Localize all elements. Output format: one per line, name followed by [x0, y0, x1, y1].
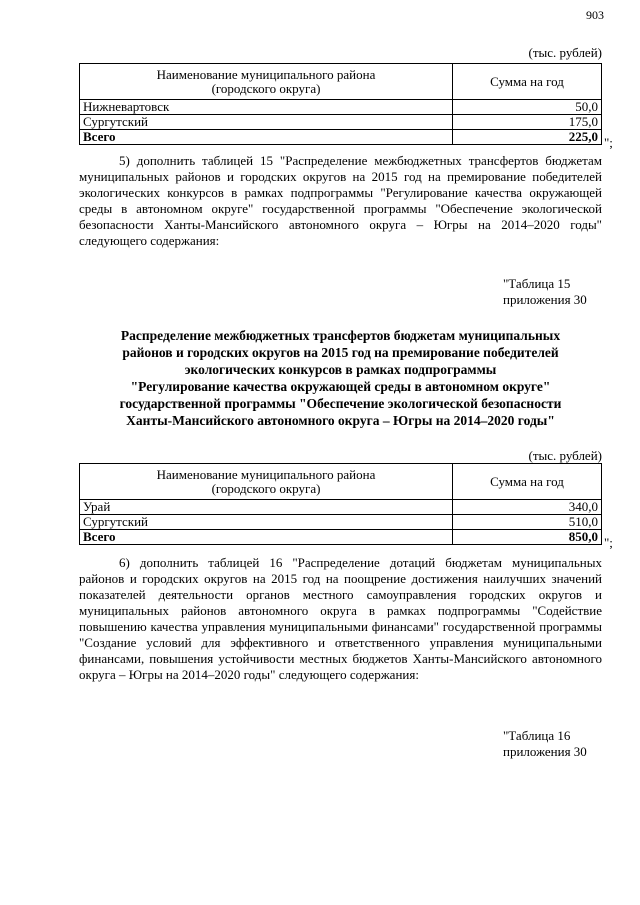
municipal-table-2 [79, 463, 602, 545]
heading-line: государственной программы "Обеспечение экологической безопасности [119, 396, 562, 411]
paragraph-text: 6) дополнить таблицей 16 "Распределение дотаций бюджетам муниципальных районов и городских округов на 2015 год на поощрение достижения наилучших значений показателей деятельности органов местного самоуправления городских округов и муниципальных районов автономного округа в рамках подпрограммы "Содействие повышению качества управления муниципальными финансами" государственной программы "Создание условий для эффективного и ответственного управления муниципальными финансами, повышения устойчивости местных бюджетов Ханты-Мансийского автономного округа – Югры на 2014–2020 годы" следующего содержания: [79, 555, 602, 682]
column-header-name [80, 464, 453, 500]
header-line: (городского округа) [211, 480, 321, 496]
cell-value: 340,0 [453, 500, 602, 515]
table-row [80, 500, 602, 515]
total-row [80, 530, 602, 545]
cell-name: Урай [80, 500, 453, 515]
paragraph-5 [79, 153, 602, 249]
total-value: 225,0 [453, 130, 602, 145]
table-15-heading [79, 327, 602, 429]
total-label: Всего [80, 530, 453, 545]
table-ref-line: приложения 30 [503, 744, 587, 759]
header-line: (городского округа) [211, 80, 321, 96]
cell-name: Нижневартовск [80, 100, 453, 115]
heading-line: Распределение межбюджетных трансфертов бюджетам муниципальных [120, 328, 561, 343]
closing-quote-2: "; [604, 535, 613, 550]
total-row [80, 130, 602, 145]
paragraph-text: 5) дополнить таблицей 15 "Распределение межбюджетных трансфертов бюджетам муниципальных районов и городских округов на 2015 год на премирование победителей экологических конкурсов в рамках подпрограммы "Регулирование качества окружающей среды в автономном округе" государственной программы "Обеспечение экологической безопасности Ханты-Мансийского автономного округа – Югры на 2014–2020 годы" следующего содержания: [79, 153, 602, 248]
units-label-2: (тыс. рублей) [528, 448, 602, 463]
table-16-reference [503, 728, 587, 760]
municipal-table-1 [79, 63, 602, 145]
table-row [80, 115, 602, 130]
column-header-sum: Сумма на год [453, 64, 602, 100]
cell-value: 510,0 [453, 515, 602, 530]
table-header-row [80, 64, 602, 100]
cell-value: 175,0 [453, 115, 602, 130]
units-label-1: (тыс. рублей) [528, 45, 602, 60]
table-ref-line: приложения 30 [503, 292, 587, 307]
header-line: Наименование муниципального района [156, 66, 376, 82]
table-row [80, 100, 602, 115]
heading-line: Ханты-Мансийского автономного округа – Югры на 2014–2020 годы" [126, 413, 555, 428]
table-ref-line: "Таблица 15 [503, 276, 571, 291]
header-line: Наименование муниципального района [156, 466, 376, 482]
table-row [80, 515, 602, 530]
heading-line: "Регулирование качества окружающей среды в автономном округе" [130, 379, 551, 394]
column-header-sum: Сумма на год [453, 464, 602, 500]
cell-name: Сургутский [80, 115, 453, 130]
table-header-row [80, 464, 602, 500]
table-15-reference [503, 276, 587, 308]
page-number: 903 [586, 8, 604, 22]
total-value: 850,0 [453, 530, 602, 545]
heading-line: районов и городских округов на 2015 год на премирование победителей [122, 345, 559, 360]
heading-line: экологических конкурсов в рамках подпрограммы [184, 362, 497, 377]
total-label: Всего [80, 130, 453, 145]
paragraph-6 [79, 555, 602, 683]
cell-name: Сургутский [80, 515, 453, 530]
column-header-name [80, 64, 453, 100]
cell-value: 50,0 [453, 100, 602, 115]
table-ref-line: "Таблица 16 [503, 728, 571, 743]
closing-quote-1: "; [604, 135, 613, 150]
